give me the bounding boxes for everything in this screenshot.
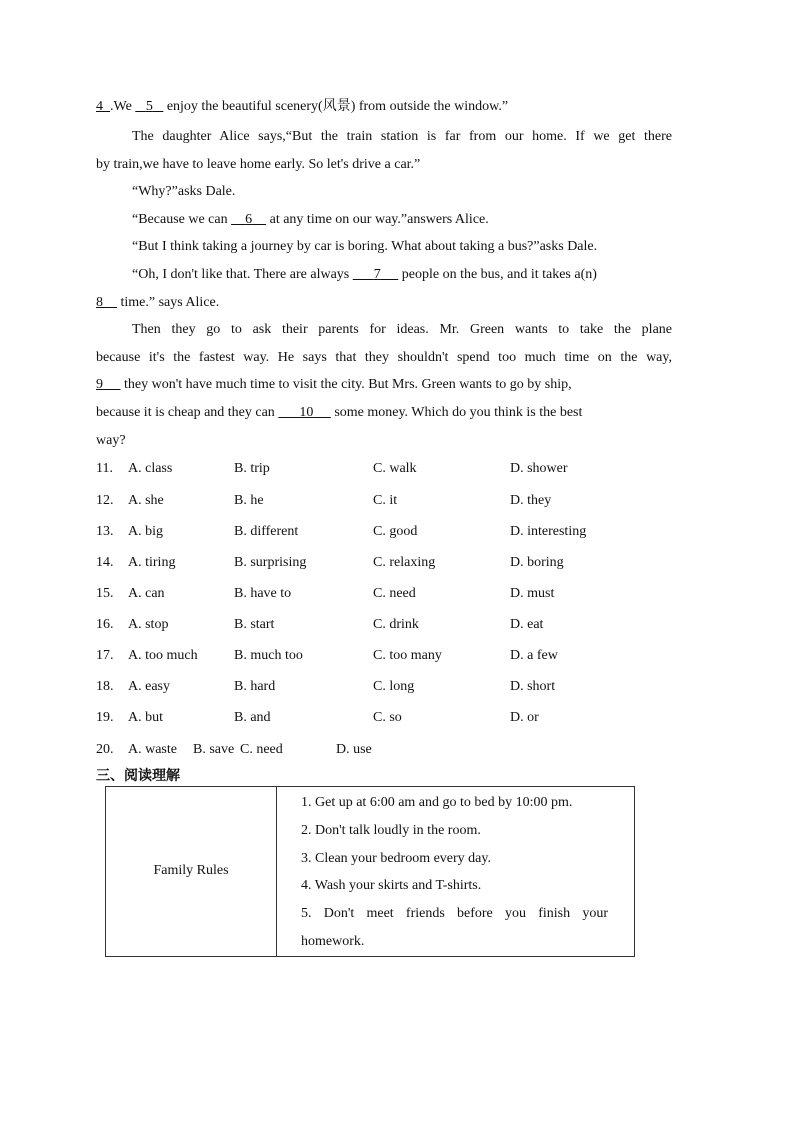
rule-item: 3. Clean your bedroom every day.: [301, 850, 491, 866]
section-heading: 三、阅读理解: [96, 768, 180, 784]
option-c: C. too many: [373, 648, 442, 663]
passage-line-3: by train,we have to leave home early. So let's drive a car.”: [96, 157, 421, 172]
option-d: D. shower: [510, 461, 568, 476]
passage-line-12: [96, 404, 582, 422]
passage-line-11: [96, 376, 572, 394]
option-a: A. but: [128, 710, 163, 725]
rules-list-cell: [277, 787, 635, 957]
option-c: C. walk: [373, 461, 417, 476]
question-number: 13.: [96, 524, 114, 539]
passage-line-13: way?: [96, 433, 126, 448]
rules-label: Family Rules: [153, 863, 229, 879]
option-c: C. need: [373, 586, 416, 601]
passage-line-9: Then they go to ask their parents for ideas. Mr. Green wants to take the plane: [132, 322, 672, 337]
option-d: D. eat: [510, 617, 544, 632]
rule-item: 4. Wash your skirts and T-shirts.: [301, 878, 482, 894]
blank-4: 4: [96, 99, 103, 114]
question-number: 11.: [96, 461, 113, 476]
rule-item: 5. Don't meet friends before you finish your: [301, 906, 608, 922]
option-a: A. waste: [128, 742, 177, 757]
option-d: D. or: [510, 710, 539, 725]
option-a: A. stop: [128, 617, 169, 632]
option-c: C. relaxing: [373, 555, 436, 570]
option-d: D. they: [510, 493, 552, 508]
rule-item: 1. Get up at 6:00 am and go to bed by 10:00 pm.: [301, 795, 573, 810]
option-b: B. hard: [234, 679, 276, 694]
passage-line-4: “Why?”asks Dale.: [132, 184, 236, 199]
text-fragment: “Because we can: [132, 212, 232, 227]
option-c: C. need: [240, 742, 283, 757]
option-a: A. easy: [128, 679, 170, 694]
question-number: 18.: [96, 679, 114, 694]
rule-item: 2. Don't talk loudly in the room.: [301, 822, 481, 838]
question-number: 16.: [96, 617, 114, 632]
text-fragment: “Oh, I don't like that. There are always: [132, 267, 353, 282]
option-a: A. she: [128, 493, 164, 508]
option-d: D. boring: [510, 555, 564, 570]
question-number: 14.: [96, 555, 114, 570]
text-fragment: at any time on our way.”answers Alice.: [266, 212, 489, 227]
question-number: 19.: [96, 710, 114, 725]
passage-line-6: “But I think taking a journey by car is boring. What about taking a bus?”asks Dale.: [132, 239, 598, 254]
option-b: B. different: [234, 524, 299, 539]
text-fragment: they won't have much time to visit the city. But Mrs. Green wants to go by ship,: [120, 377, 572, 392]
option-a: A. tiring: [128, 555, 176, 570]
blank-9: 9: [96, 377, 103, 392]
option-b: B. he: [234, 493, 264, 508]
question-number: 12.: [96, 493, 114, 508]
option-b: B. have to: [234, 586, 292, 601]
blank-5: 5: [145, 99, 153, 114]
blank-8: 8: [96, 295, 103, 310]
rules-label-cell: [106, 787, 277, 957]
text-fragment: time.” says Alice.: [117, 295, 220, 310]
option-a: A. too much: [128, 648, 198, 663]
option-d: D. interesting: [510, 524, 587, 539]
option-c: C. good: [373, 524, 418, 539]
option-c: C. drink: [373, 617, 419, 632]
passage-line-7: [132, 266, 597, 284]
option-c: C. long: [373, 679, 415, 694]
option-d: D. a few: [510, 648, 558, 663]
option-d: D. use: [336, 742, 372, 757]
passage-line-10: because it's the fastest way. He says that they shouldn't spend too much time on the way,: [96, 350, 672, 365]
text-fragment: some money. Which do you think is the best: [330, 405, 583, 420]
option-a: A. big: [128, 524, 163, 539]
option-a: A. class: [128, 461, 173, 476]
text-fragment: people on the bus, and it takes a(n): [398, 267, 597, 282]
option-b: B. save: [193, 742, 235, 757]
text-fragment: .We: [110, 99, 136, 114]
passage-line-1: [96, 98, 508, 116]
question-number: 15.: [96, 586, 114, 601]
family-rules-table: [105, 786, 635, 957]
rule-item: homework.: [301, 933, 365, 949]
option-b: B. much too: [234, 648, 303, 663]
option-c: C. it: [373, 493, 398, 508]
text-fragment: because it is cheap and they can: [96, 405, 279, 420]
option-b: B. and: [234, 710, 271, 725]
passage-line-5: [132, 211, 489, 229]
option-d: D. short: [510, 679, 556, 694]
question-number: 17.: [96, 648, 114, 663]
option-a: A. can: [128, 586, 165, 601]
question-number: 20.: [96, 742, 114, 757]
option-b: B. start: [234, 617, 275, 632]
option-d: D. must: [510, 586, 555, 601]
passage-line-8: [96, 294, 219, 312]
option-b: B. trip: [234, 461, 270, 476]
option-c: C. so: [373, 710, 402, 725]
blank-6: 6: [245, 212, 253, 227]
blank-7: 7: [373, 267, 381, 282]
text-fragment: enjoy the beautiful scenery(风景) from outside the window.”: [163, 99, 509, 114]
passage-line-2: The daughter Alice says,“But the train station is far from our home. If we get there: [132, 129, 672, 144]
blank-10: 10: [299, 405, 314, 420]
option-b: B. surprising: [234, 555, 307, 570]
